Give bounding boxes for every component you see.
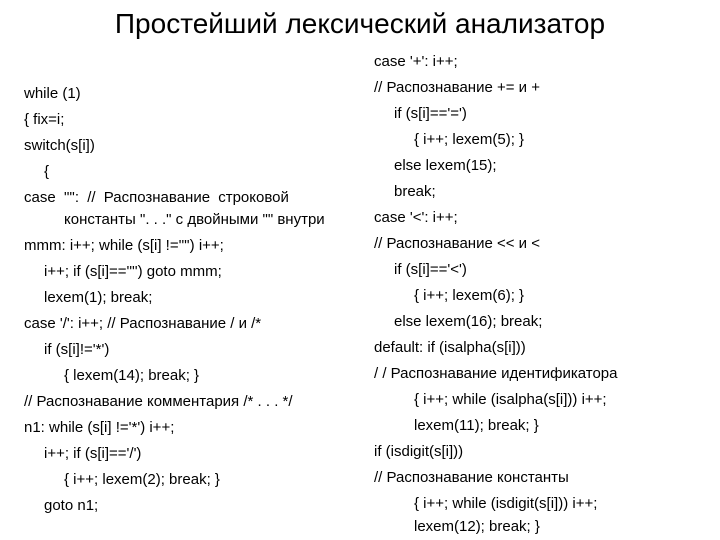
code-line: константы ". . ." с двойными "" внутри xyxy=(64,211,325,228)
code-line: mmm: i++; while (s[i] !='"') i++; xyxy=(24,237,224,254)
code-line: case '<': i++; xyxy=(374,209,458,226)
code-line: { i++; lexem(5); } xyxy=(414,131,525,148)
code-line: break; xyxy=(394,183,436,200)
code-line: / / Распознавание идентификатора xyxy=(374,365,618,382)
code-line: lexem(11); break; } xyxy=(414,417,539,434)
code-line: // Распознавание комментария /* . . . */ xyxy=(24,393,293,410)
code-line: default: if (isalpha(s[i])) xyxy=(374,339,526,356)
code-line: else lexem(15); xyxy=(394,157,497,174)
code-line: n1: while (s[i] !='*') i++; xyxy=(24,419,175,436)
code-line: { lexem(14); break; } xyxy=(64,367,200,384)
slide-title: Простейший лексический анализатор xyxy=(114,8,606,39)
code-line: lexem(12); break; } xyxy=(414,518,540,535)
code-line: i++; if (s[i]=='/') xyxy=(44,445,142,462)
code-line: { i++; while (isdigit(s[i])) i++; xyxy=(414,495,598,512)
code-line: { xyxy=(44,163,50,180)
code-line: case '/': i++; // Распознавание / и /* xyxy=(24,315,262,332)
code-line: if (s[i]!='*') xyxy=(44,341,110,358)
code-line: // Распознавание константы xyxy=(374,469,569,486)
code-line: { i++; while (isalpha(s[i])) i++; xyxy=(414,391,607,408)
code-line: // Распознавание += и + xyxy=(374,79,540,96)
code-line: i++; if (s[i]=='"') goto mmm; xyxy=(44,263,222,280)
code-line: { i++; lexem(6); } xyxy=(414,287,525,304)
code-line: if (isdigit(s[i])) xyxy=(374,443,464,460)
code-line: case '+': i++; xyxy=(374,53,458,70)
code-line: if (s[i]=='<') xyxy=(394,261,467,278)
code-line: lexem(1); break; xyxy=(44,289,153,306)
code-line: goto n1; xyxy=(44,497,99,514)
code-line: switch(s[i]) xyxy=(24,137,95,154)
code-line: case '"': // Распознавание строковой xyxy=(24,189,289,206)
code-line: { i++; lexem(2); break; } xyxy=(64,471,220,488)
code-line: else lexem(16); break; xyxy=(394,313,543,330)
code-line: { fix=i; xyxy=(24,111,65,128)
code-line: if (s[i]=='=') xyxy=(394,105,467,122)
code-line: while (1) xyxy=(24,85,81,102)
code-line: // Распознавание << и < xyxy=(374,235,540,252)
